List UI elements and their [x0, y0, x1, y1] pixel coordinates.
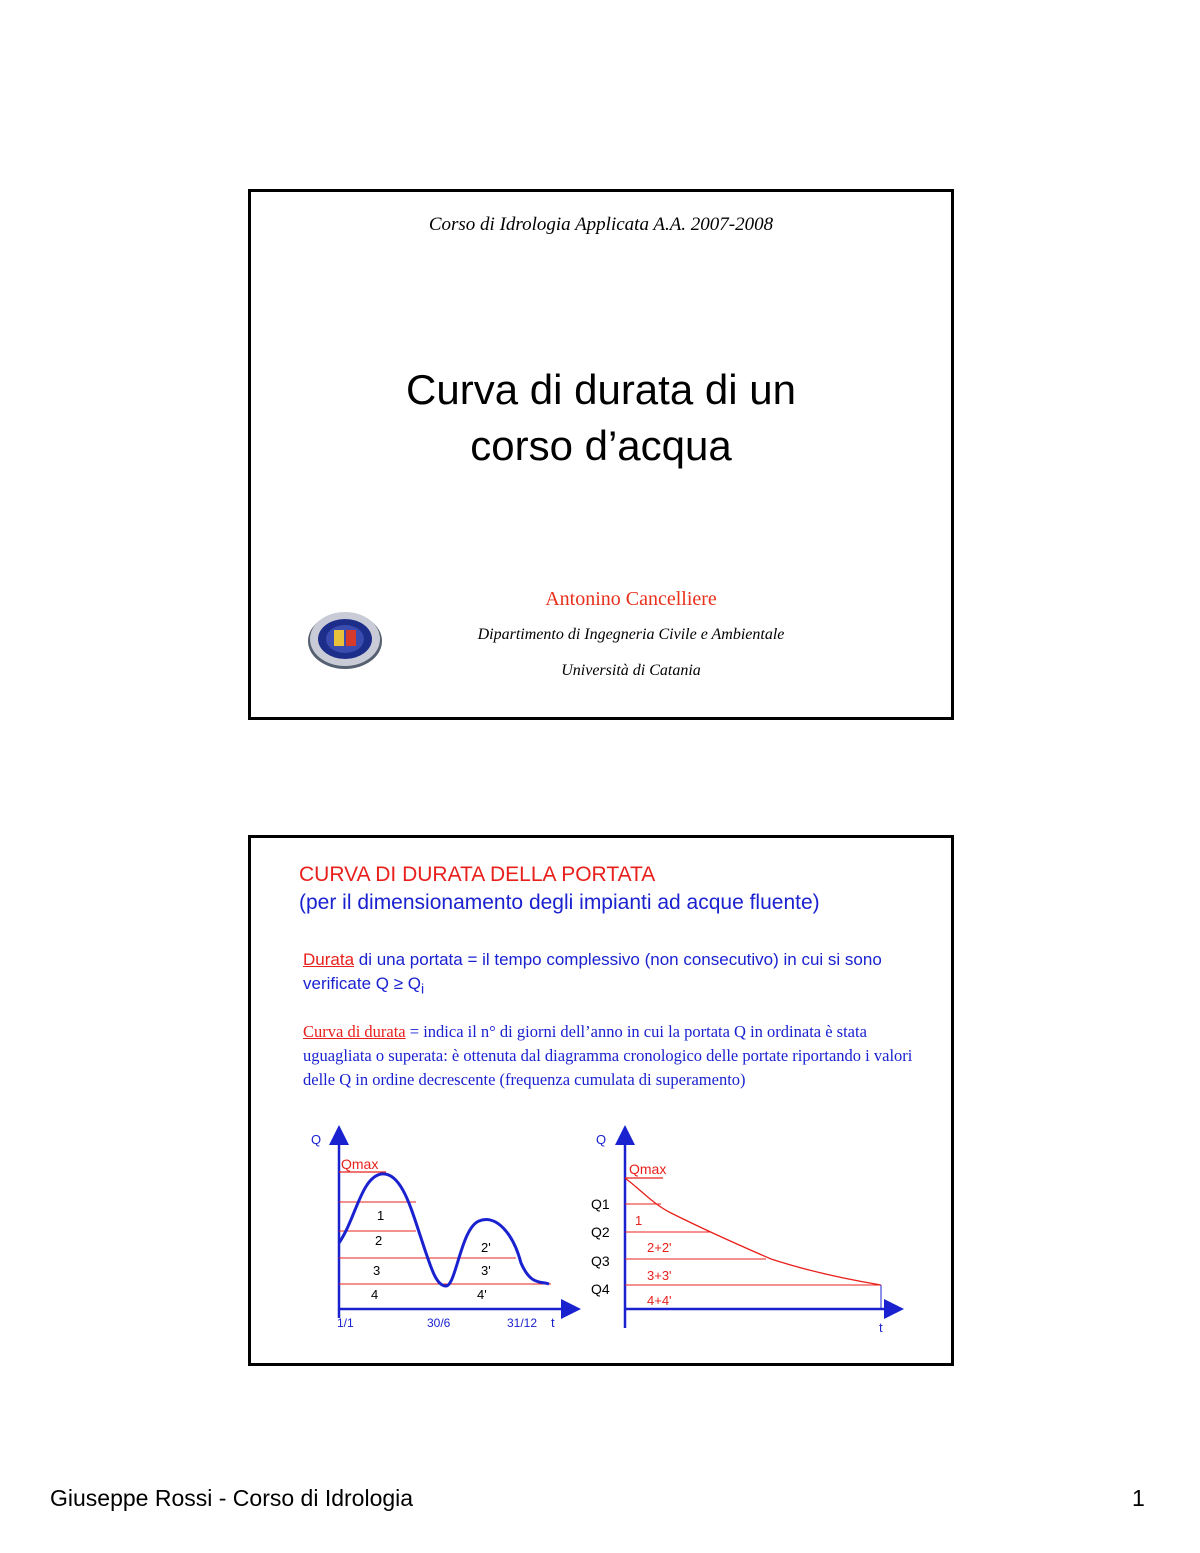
department: Dipartimento di Ingegneria Civile e Ambientale	[477, 626, 785, 643]
title-line-1: Curva di durata di un	[406, 366, 796, 413]
footer-text: Giuseppe Rossi - Corso di Idrologia	[50, 1485, 414, 1511]
hydrograph-x-label: t	[551, 1315, 555, 1330]
slide-heading: CURVA DI DURATA DELLA PORTATA	[299, 863, 656, 886]
duration-charts	[251, 838, 951, 1363]
duration-tick-q3: Q3	[591, 1253, 610, 1269]
title-line-2: corso d’acqua	[470, 422, 732, 469]
durata-text: di una portata = il tempo complessivo (non consecutivo) in cui si sono verificate Q ≥ Q	[303, 950, 882, 993]
hydrograph-band-2p: 2'	[481, 1240, 491, 1255]
duration-y-label: Q	[596, 1132, 607, 1147]
hydrograph-chart	[311, 1130, 576, 1330]
durata-term: Durata	[303, 950, 355, 969]
hydrograph-tick-end: 31/12	[507, 1316, 538, 1330]
course-header: Corso di Idrologia Applicata A.A. 2007-2008	[428, 214, 774, 235]
hydrograph-band-3p: 3'	[481, 1263, 491, 1278]
hydrograph-qmax-label: Qmax	[341, 1156, 379, 1172]
hydrograph-tick-start: 1/1	[337, 1316, 354, 1330]
page-number: 1	[1132, 1485, 1145, 1511]
university: Università di Catania	[561, 662, 701, 679]
slide-subheading: (per il dimensionamento degli impianti ad acque fluente)	[299, 891, 820, 914]
duration-band-1: 1	[635, 1213, 643, 1228]
slide-title	[251, 362, 951, 474]
duration-band-3: 3+3'	[647, 1268, 672, 1283]
duration-tick-q4: Q4	[591, 1281, 610, 1297]
hydrograph-band-3: 3	[373, 1263, 381, 1278]
curva-text: = indica il n° di giorni dell’anno in cui la portata Q in ordinata è stata uguagliata o superata: è ottenuta dal diagramma cronologico delle portate riportando i valori delle Q in ordine decrescente (frequenza cumulata di superamento)	[303, 1022, 913, 1089]
duration-tick-q2: Q2	[591, 1224, 610, 1240]
author-name: Antonino Cancelliere	[545, 588, 717, 610]
duration-tick-q1: Q1	[591, 1196, 610, 1212]
hydrograph-band-4p: 4'	[477, 1287, 487, 1302]
duration-x-label: t	[879, 1320, 883, 1335]
durata-subscript: i	[420, 981, 425, 998]
hydrograph-y-label: Q	[311, 1132, 322, 1147]
hydrograph-band-1: 1	[377, 1208, 385, 1223]
hydrograph-band-2: 2	[375, 1233, 383, 1248]
duration-qmax-label: Qmax	[629, 1161, 667, 1177]
curva-term: Curva di durata	[303, 1022, 406, 1041]
duration-curve-chart	[591, 1130, 899, 1335]
hydrograph-curve	[339, 1174, 549, 1286]
duration-band-4: 4+4'	[647, 1293, 672, 1308]
title-slide	[248, 189, 954, 720]
content-slide	[248, 835, 954, 1366]
hydrograph-tick-mid: 30/6	[427, 1316, 451, 1330]
duration-band-2: 2+2'	[647, 1240, 672, 1255]
hydrograph-band-4: 4	[371, 1287, 379, 1302]
